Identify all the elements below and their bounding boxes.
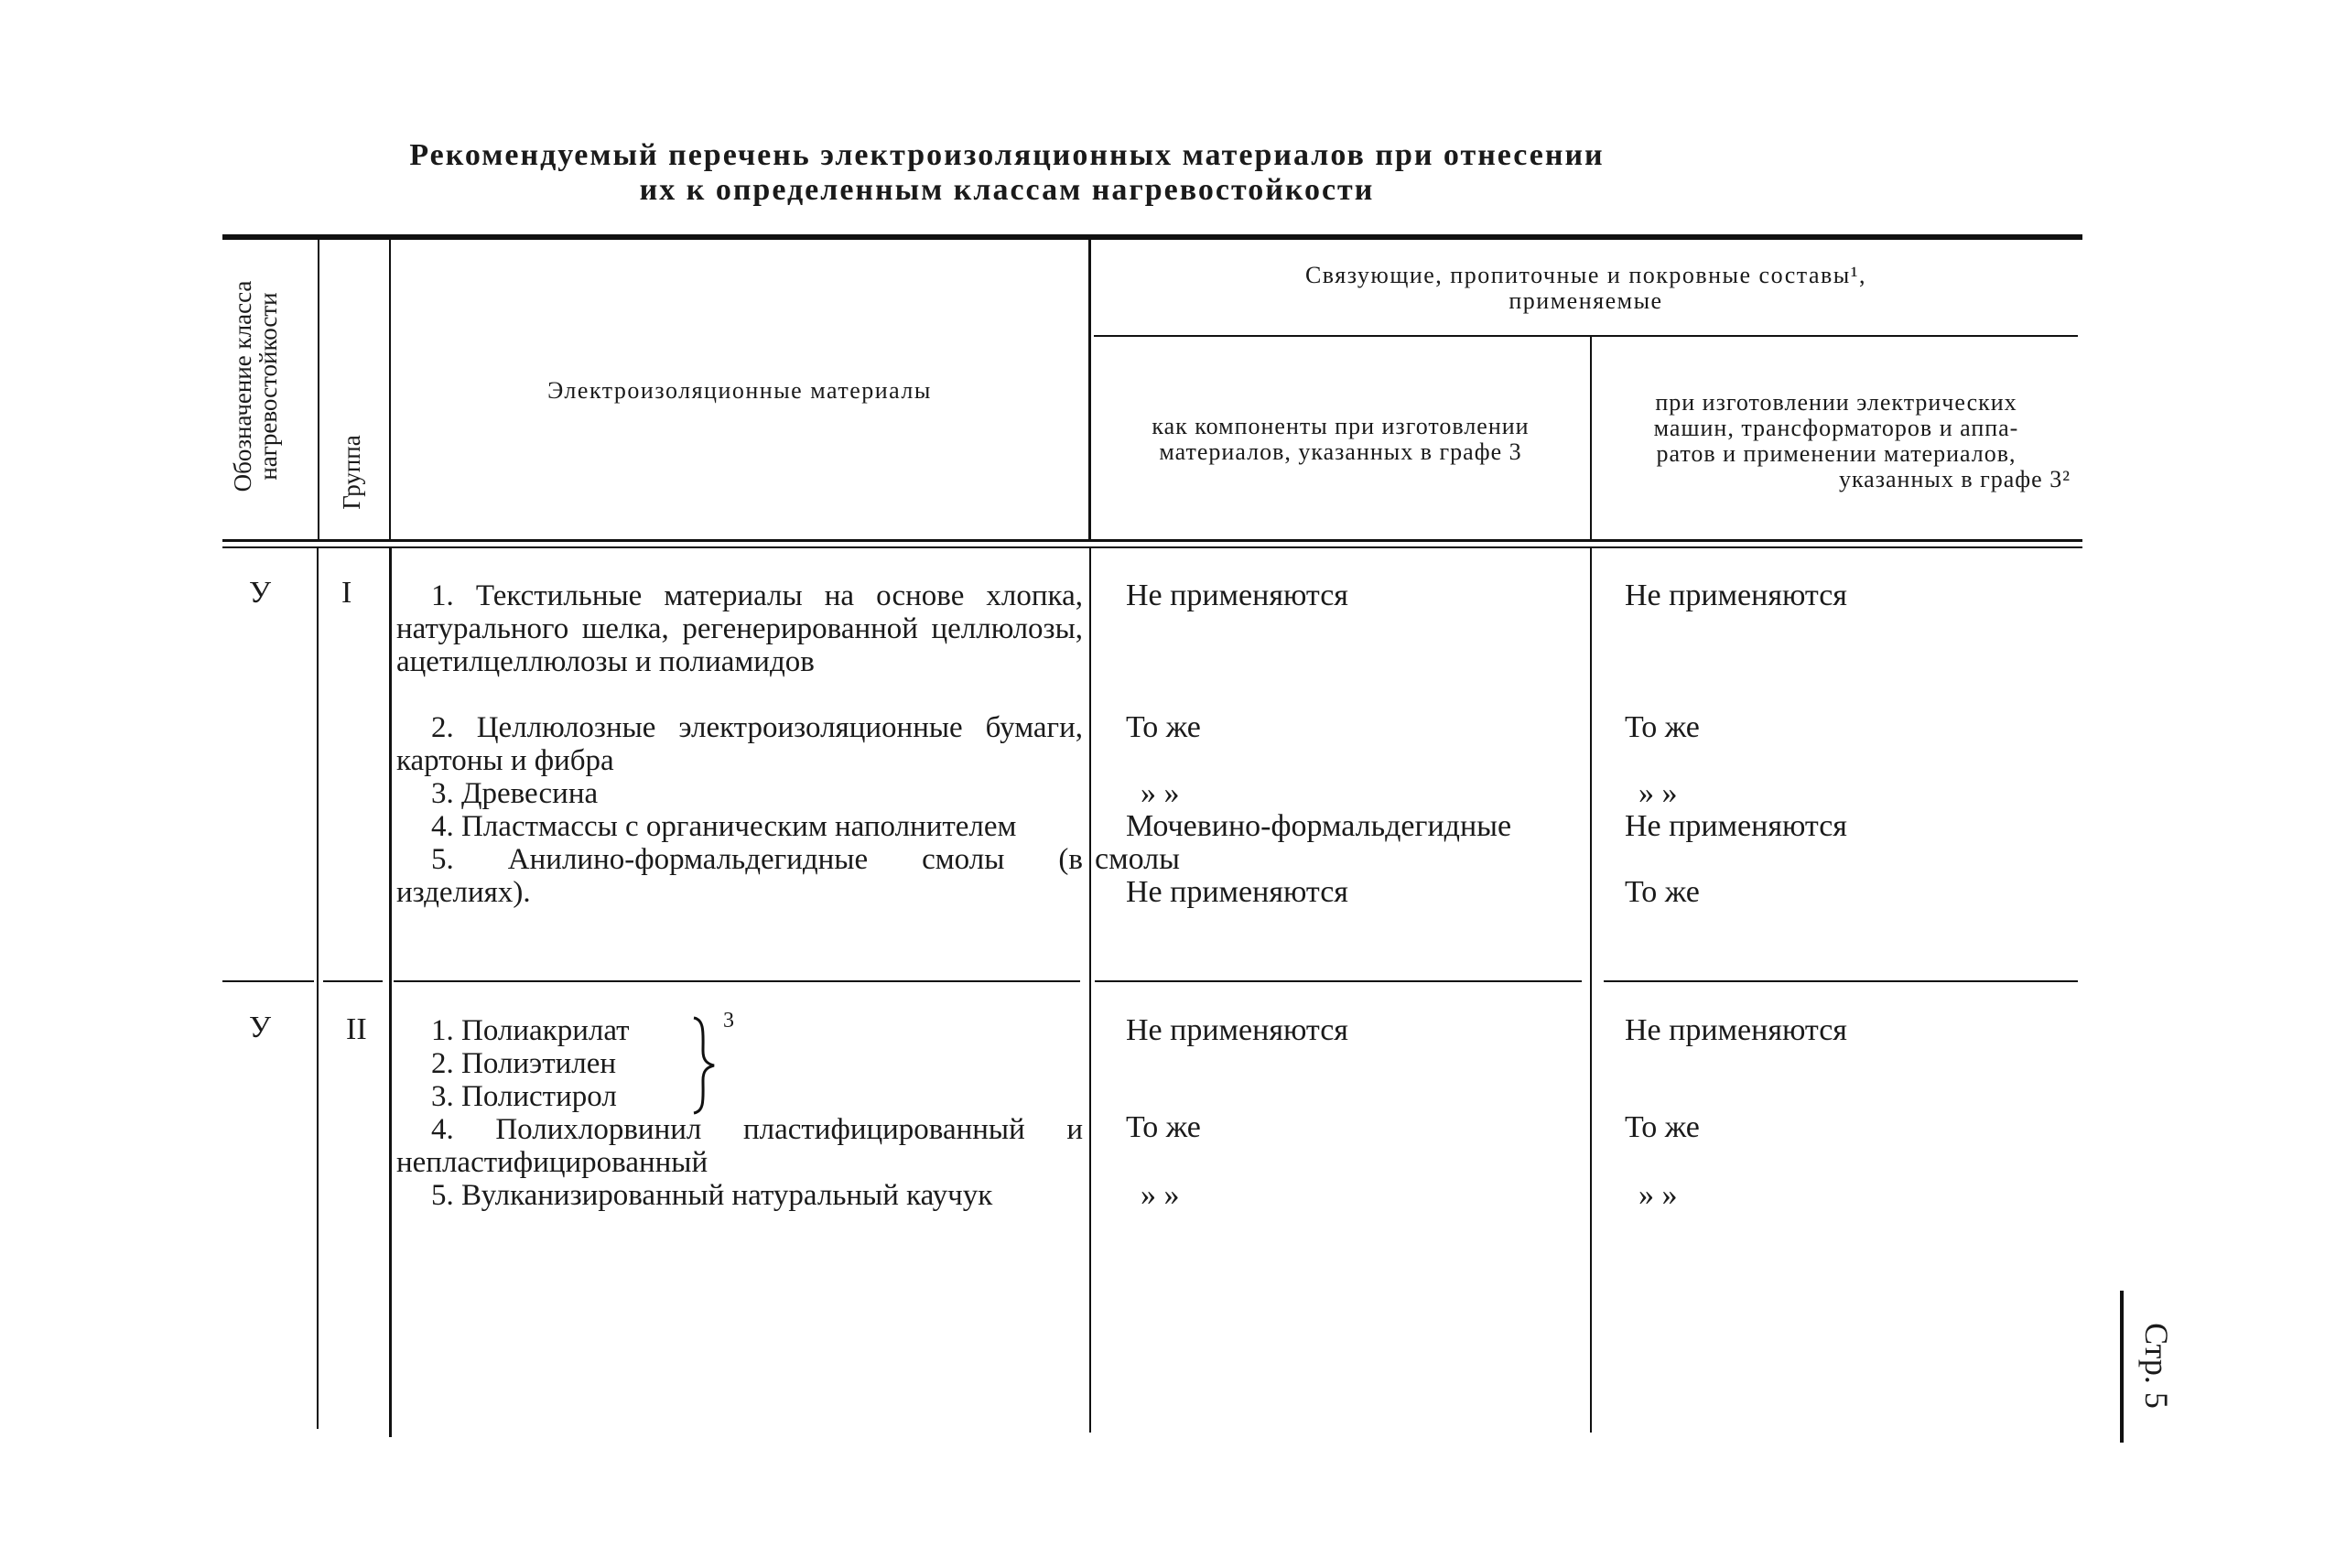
body-vline-3 — [1089, 548, 1091, 1433]
header-col1-line1: Обозначение класса — [229, 280, 256, 492]
header-col5-line3: ратов и применении материалов, — [1656, 440, 2017, 467]
header-col1-line2: нагревостойкости — [254, 292, 282, 481]
header-col4 — [1091, 414, 1590, 465]
row-separator-seg-3 — [394, 980, 1080, 982]
header-bottom-rule-1 — [222, 539, 2082, 542]
brace-icon — [687, 1014, 723, 1117]
body-vline-2 — [389, 548, 392, 1437]
row1-class: У — [249, 576, 272, 610]
row1-col4-item2: То же — [1126, 710, 1201, 744]
row2-col4-item1: Не применяются — [1126, 1013, 1348, 1047]
header-subgroup-rule — [1094, 335, 2078, 337]
row-separator-seg-5 — [1604, 980, 2078, 982]
table-top-rule — [222, 234, 2082, 240]
row1-col4-item6: Не применяются — [1126, 875, 1348, 909]
row1-materials — [396, 579, 1083, 909]
header-col5-line4: указанных в графе 3² — [1838, 466, 2071, 492]
row1-material-2: 2. Целлюлозные электроизоляционные бумаги, картоны и фибра — [396, 711, 1083, 777]
row1-col4-item3: » » — [1141, 776, 1180, 810]
row1-material-1: 1. Текстильные материалы на основе хлопка, натурального шелка, регенерированной целлюлозы, ацетилцеллюлозы и полиамидов — [396, 579, 1083, 678]
row2-col5-item2: То же — [1625, 1110, 1700, 1144]
page-number-rule — [2120, 1291, 2124, 1443]
row1-material-4: 4. Пластмассы с органическим наполнителем — [431, 810, 1017, 843]
header-col5-line2: машин, трансформаторов и аппа- — [1653, 415, 2019, 441]
row2-material-3: 3. Полистирол — [431, 1080, 617, 1113]
header-compositions-group — [1094, 263, 2078, 314]
row1-group: I — [341, 576, 352, 610]
row2-class: У — [249, 1011, 272, 1044]
row2-col4-item2: То же — [1126, 1110, 1201, 1144]
row1-col4-item5: смолы — [1095, 842, 1180, 876]
header-class-designation — [230, 254, 288, 519]
header-vline-2 — [389, 240, 391, 539]
body-vline-1 — [317, 548, 319, 1429]
header-bottom-rule-2 — [222, 546, 2082, 548]
body-vline-4 — [1590, 548, 1592, 1433]
row1-col4-item4: Мочевино-формальдегидные — [1126, 809, 1512, 843]
title-line-2: их к определенным классам нагревостойкости — [639, 173, 1375, 207]
document-title — [0, 139, 2014, 207]
header-col4-line2: материалов, указанных в графе 3 — [1159, 438, 1522, 465]
row2-material-5: 5. Вулканизированный натуральный каучук — [431, 1179, 993, 1212]
row1-col5-item5: То же — [1625, 875, 1700, 909]
row2-group: II — [346, 1012, 367, 1046]
header-col45-line2: применяемые — [1509, 287, 1663, 314]
header-vline-4 — [1590, 337, 1592, 539]
header-col2-label: Группа — [338, 435, 365, 510]
row-separator-seg-4 — [1095, 980, 1582, 982]
row2-material-4: 4. Полихлорвинил пластифицированный и непластифицированный — [396, 1113, 1083, 1179]
header-col5-line1: при изготовлении электрических — [1655, 389, 2017, 416]
row2-material-2: 2. Полиэтилен — [431, 1047, 617, 1080]
row1-col4-item1: Не применяются — [1126, 579, 1348, 612]
row2-material-1: 1. Полиакрилат — [431, 1014, 630, 1047]
row1-col5-item3: » » — [1638, 776, 1678, 810]
row1-material-5: 5. Анилино-формальдегидные смолы (в изделиях). — [396, 843, 1083, 909]
header-group — [339, 427, 368, 518]
row2-col5-item3: » » — [1638, 1178, 1678, 1212]
title-line-1: Рекомендуемый перечень электроизоляционных материалов при отнесении — [409, 138, 1605, 172]
header-col4-line1: как компоненты при изготовлении — [1152, 413, 1530, 439]
row1-col5-item2: То же — [1625, 710, 1700, 744]
header-vline-1 — [318, 240, 319, 539]
header-materials: Электроизоляционные материалы — [547, 377, 932, 404]
header-col5 — [1595, 390, 2078, 492]
row2-col5-item1: Не применяются — [1625, 1013, 1847, 1047]
row2-materials — [396, 1014, 1083, 1212]
row-separator-seg-2 — [323, 980, 383, 982]
header-vline-3 — [1088, 240, 1091, 539]
brace-footnote: 3 — [723, 1009, 734, 1033]
row1-col5-item1: Не применяются — [1625, 579, 1847, 612]
row2-col4-item3: » » — [1141, 1178, 1180, 1212]
row-separator-seg-1 — [222, 980, 314, 982]
page-number: Стр. 5 — [2138, 1323, 2175, 1409]
row1-material-3: 3. Древесина — [431, 777, 599, 810]
row1-col5-item4: Не применяются — [1625, 809, 1847, 843]
header-col45-line1: Связующие, пропиточные и покровные составы¹, — [1304, 262, 1867, 288]
